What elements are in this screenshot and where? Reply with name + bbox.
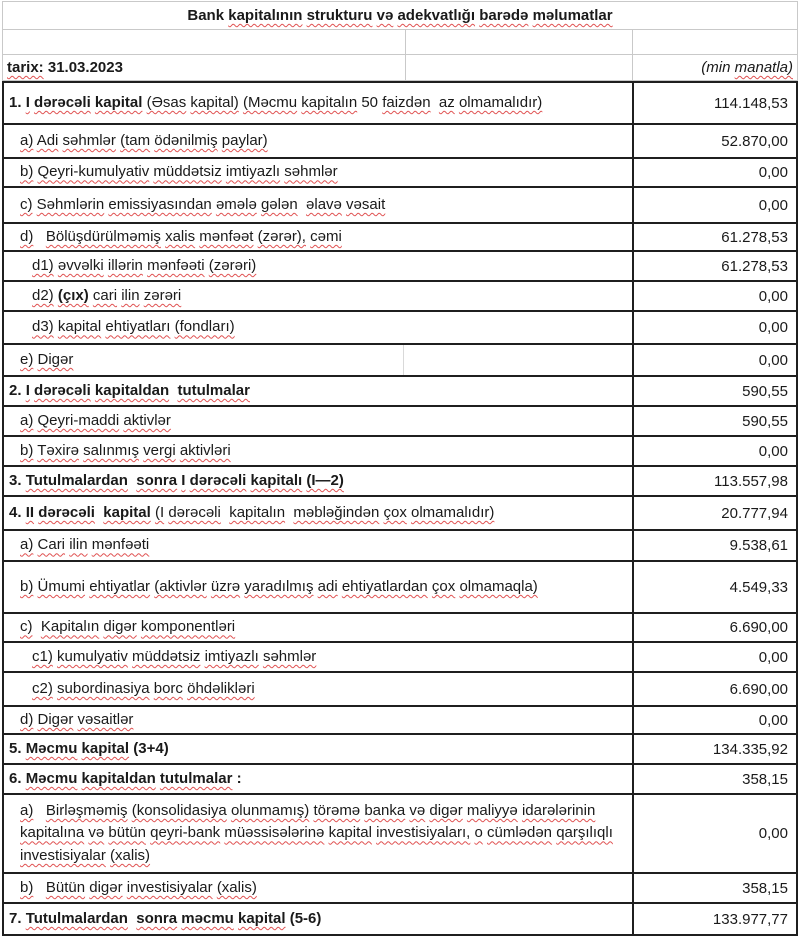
row-label: a) Qeyri-maddi aktivlər xyxy=(20,411,171,429)
row-value: 0,00 xyxy=(632,345,796,375)
row-value: 6.690,00 xyxy=(632,614,796,641)
page-title: Bank kapitalının strukturu və adekvatlığı barədə məlumatlar xyxy=(187,7,613,24)
table-row xyxy=(4,252,796,282)
row-value: 9.538,61 xyxy=(632,531,796,560)
table-row xyxy=(4,345,796,377)
table-row xyxy=(4,437,796,467)
table-row xyxy=(4,765,796,795)
table-row xyxy=(4,673,796,707)
row-label: b) Qeyri-kumulyativ müddətsiz imtiyazlı səhmlər xyxy=(20,163,338,181)
table-row xyxy=(4,377,796,407)
row-value: 4.549,33 xyxy=(632,562,796,612)
row-value: 590,55 xyxy=(632,377,796,405)
row-label: a) Cari ilin mənfəəti xyxy=(20,536,150,554)
row-value: 61.278,53 xyxy=(632,224,796,250)
table-row xyxy=(4,83,796,125)
table-row xyxy=(4,904,796,934)
table-row xyxy=(4,224,796,252)
row-value: 0,00 xyxy=(632,312,796,343)
report-date: tarix: 31.03.2023 xyxy=(7,59,123,76)
row-value: 358,15 xyxy=(632,874,796,902)
unit-cell xyxy=(633,55,797,80)
table-row xyxy=(4,707,796,735)
row-label: a) Birləşməmiş (konsolidasiya olunmamış) törəmə banka və digər maliyyə idarələrinin kapitalına və bütün qeyri-bank müəssisələrinə kapital investisiyaları, o cümlədən qarşılıqlı investisiyalar (xalis) xyxy=(20,801,613,864)
row-label: c) Səhmlərin emissiyasından əmələ gələn əlavə vəsait xyxy=(20,195,386,213)
row-label: 1. I dərəcəli kapital (Əsas kapital) (Məcmu kapitalın 50 faizdən az olmamalıdır) xyxy=(9,93,543,111)
table-row xyxy=(4,282,796,312)
table-row xyxy=(4,562,796,614)
row-label: 5. Məcmu kapital (3+4) xyxy=(9,739,169,757)
row-value: 0,00 xyxy=(632,643,796,671)
date-row xyxy=(3,55,797,80)
table-row xyxy=(4,188,796,224)
row-label: a) Adi səhmlər (tam ödənilmiş paylar) xyxy=(20,131,268,149)
unit-label: (min manatla) xyxy=(701,59,793,76)
table-row xyxy=(4,497,796,531)
spacer-cell xyxy=(633,30,797,54)
spacer-cell xyxy=(406,30,633,54)
row-label: b) Ümumi ehtiyatlar (aktivlər üzrə yaradılmış adi ehtiyatlardan çox olmamaqla) xyxy=(20,577,538,595)
table-row xyxy=(4,531,796,562)
title-row xyxy=(3,2,797,30)
table-row xyxy=(4,312,796,345)
row-value: 0,00 xyxy=(632,159,796,186)
row-label: 6. Məcmu kapitaldan tutulmalar : xyxy=(9,769,242,787)
spacer-cell xyxy=(3,30,406,54)
spacer-row xyxy=(3,30,797,55)
table-row xyxy=(4,125,796,159)
row-value: 134.335,92 xyxy=(632,735,796,763)
row-label: e) Digər xyxy=(4,345,632,375)
table-row xyxy=(4,795,796,874)
row-value: 358,15 xyxy=(632,765,796,793)
row-label: c1) kumulyativ müddətsiz imtiyazlı səhmlər xyxy=(32,647,317,665)
row-value: 20.777,94 xyxy=(632,497,796,529)
table-row xyxy=(4,614,796,643)
row-label: 7. Tutulmalardan sonra məcmu kapital (5-6) xyxy=(9,909,322,927)
row-value: 0,00 xyxy=(632,795,796,872)
row-value: 114.148,53 xyxy=(632,83,796,123)
row-value: 0,00 xyxy=(632,188,796,222)
row-value: 0,00 xyxy=(632,282,796,310)
row-value: 113.557,98 xyxy=(632,467,796,495)
row-value: 133.977,77 xyxy=(632,904,796,934)
row-label: d) Digər vəsaitlər xyxy=(20,710,134,728)
table-row xyxy=(4,735,796,765)
row-value: 61.278,53 xyxy=(632,252,796,280)
row-value: 590,55 xyxy=(632,407,796,435)
row-label: d3) kapital ehtiyatları (fondları) xyxy=(32,318,235,336)
table-row xyxy=(4,407,796,437)
row-value: 0,00 xyxy=(632,437,796,465)
empty-cell xyxy=(406,55,633,80)
capital-structure-table xyxy=(2,81,798,936)
table-row xyxy=(4,159,796,188)
row-label: d) Bölüşdürülməmiş xalis mənfəət (zərər), cəmi xyxy=(20,227,342,245)
row-label: d1) əvvəlki illərin mənfəəti (zərəri) xyxy=(32,256,257,274)
row-label: 2. I dərəcəli kapitaldan tutulmalar xyxy=(9,381,250,399)
row-value: 0,00 xyxy=(632,707,796,733)
row-label: 3. Tutulmalardan sonra I dərəcəli kapitalı (I—2) xyxy=(9,471,344,489)
document-header xyxy=(2,1,798,81)
row-value: 52.870,00 xyxy=(632,125,796,157)
row-label: c2) subordinasiya borc öhdəlikləri xyxy=(32,679,255,697)
table-row xyxy=(4,643,796,673)
table-row xyxy=(4,467,796,497)
row-label: c) Kapitalın digər komponentləri xyxy=(20,618,236,636)
row-label: d2) (çıx) cari ilin zərəri xyxy=(32,286,182,304)
row-label: b) Bütün digər investisiyalar (xalis) xyxy=(20,878,257,896)
row-value: 6.690,00 xyxy=(632,673,796,705)
date-cell xyxy=(3,55,406,80)
row-label: 4. II dərəcəli kapital (I dərəcəli kapitalın məbləğindən çox olmamalıdır) xyxy=(9,503,495,521)
row-label: b) Təxirə salınmış vergi aktivləri xyxy=(20,441,231,459)
table-row xyxy=(4,874,796,904)
